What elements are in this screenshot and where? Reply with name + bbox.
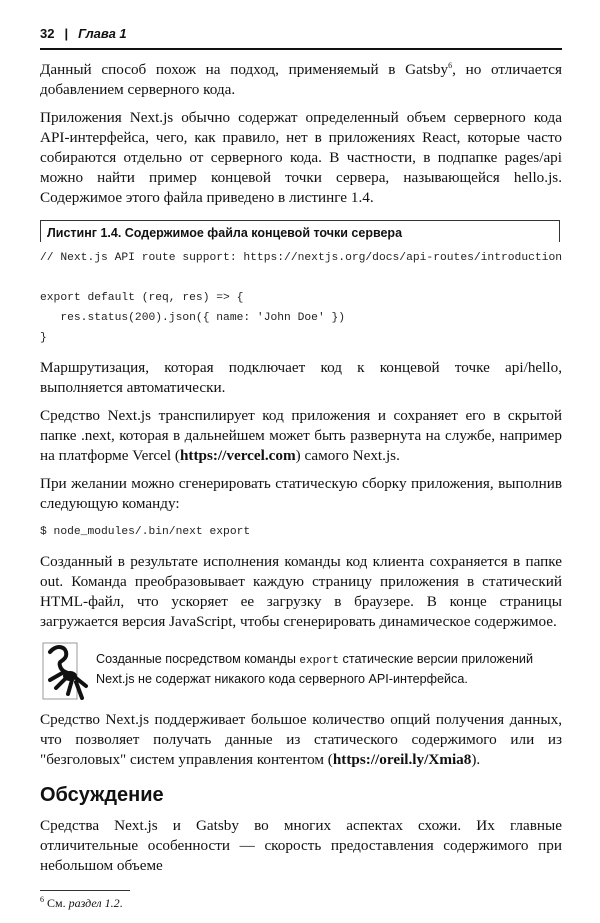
footnote-text: . [119, 896, 123, 910]
scorpion-icon [42, 642, 92, 700]
command-code: $ node_modules/.bin/next export [40, 526, 251, 538]
footnote-ref-link[interactable]: раздел 1.2 [68, 896, 120, 910]
running-header [40, 26, 562, 50]
paragraph-text: ) самого Next.js. [295, 447, 400, 464]
chapter-title: Глава 1 [78, 26, 127, 41]
footnote-number: 6 [40, 895, 44, 904]
paragraph-5: При желании можно сгенерировать статическую сборку приложения, выполнив следующую команду: [40, 475, 562, 512]
page-number: 32 [40, 26, 55, 41]
footnote-text: См. [44, 896, 69, 910]
paragraph-text: Данный способ похож на подход, применяемый в Gatsby [40, 61, 449, 78]
listing-title: Листинг 1.4. Содержимое файла концевой точки сервера [40, 220, 560, 242]
footnote [40, 895, 562, 911]
note-code: export [299, 655, 340, 667]
vercel-link[interactable]: https://vercel.com [179, 447, 296, 464]
footnote-ref[interactable]: 6 [448, 60, 453, 70]
note-text: Созданные посредством команды [96, 652, 300, 666]
paragraph-6: Созданный в результате исполнения команды код клиента сохраняется в папке out. Команда преобразовывает каждую страницу приложения в статический HTML-файл, что ускоряет ее загрузку в браузере. В конце страницы загружается версия JavaScript, чтобы сгенерировать динамическое содержимое. [40, 553, 562, 630]
note-text: статические версии приложений Next.js не содержат никакого кода серверного API-интерфейса. [96, 652, 533, 686]
warning-note-block [40, 642, 562, 700]
paragraph-text: Средство Next.js транспилирует код приложения и сохраняет его в скрытой папке .next, которая в дальнейшем может быть развернута на службе, например на платформе Vercel ( [40, 407, 562, 464]
paragraph-1 [40, 60, 562, 100]
paragraph-7 [40, 710, 562, 770]
footnote-divider [40, 890, 130, 891]
paragraph-text: ). [471, 751, 481, 768]
oreil-link[interactable]: https://oreil.ly/Xmia8 [332, 751, 472, 768]
paragraph-3: Маршрутизация, которая подключает код к концевой точке api/hello, выполняется автоматически. [40, 359, 562, 396]
paragraph-text: , но отличается добавлением серверного кода. [40, 61, 562, 98]
paragraph-8: Средства Next.js и Gatsby во многих аспектах схожи. Их главные отличительные особенности — скорость предоставления содержимого при небольшом объеме [40, 817, 562, 874]
section-heading: Обсуждение [40, 784, 164, 806]
paragraph-4 [40, 406, 562, 466]
warning-note [96, 642, 562, 688]
paragraph-2: Приложения Next.js обычно содержат определенный объем серверного кода API-интерфейса, чего, как правило, нет в приложениях React, которые часто собираются отдельно от серверного кода. В частности, в подпапке pages/api можно найти пример концевой точки сервера, называющейся hello.js. Содержимое этого файла приведено в листинге 1.4. [40, 109, 562, 206]
header-separator: | [64, 26, 69, 41]
paragraph-text: Средство Next.js поддерживает большое количество опций получения данных, что позволяет получать данные из статического содержимого или из "безголовых" систем управления контентом ( [40, 711, 562, 768]
listing-code: // Next.js API route support: https://nextjs.org/docs/api-routes/introduction export default (req, res) => { res.status(200).json({ name: 'John Doe' }) } [40, 252, 563, 344]
